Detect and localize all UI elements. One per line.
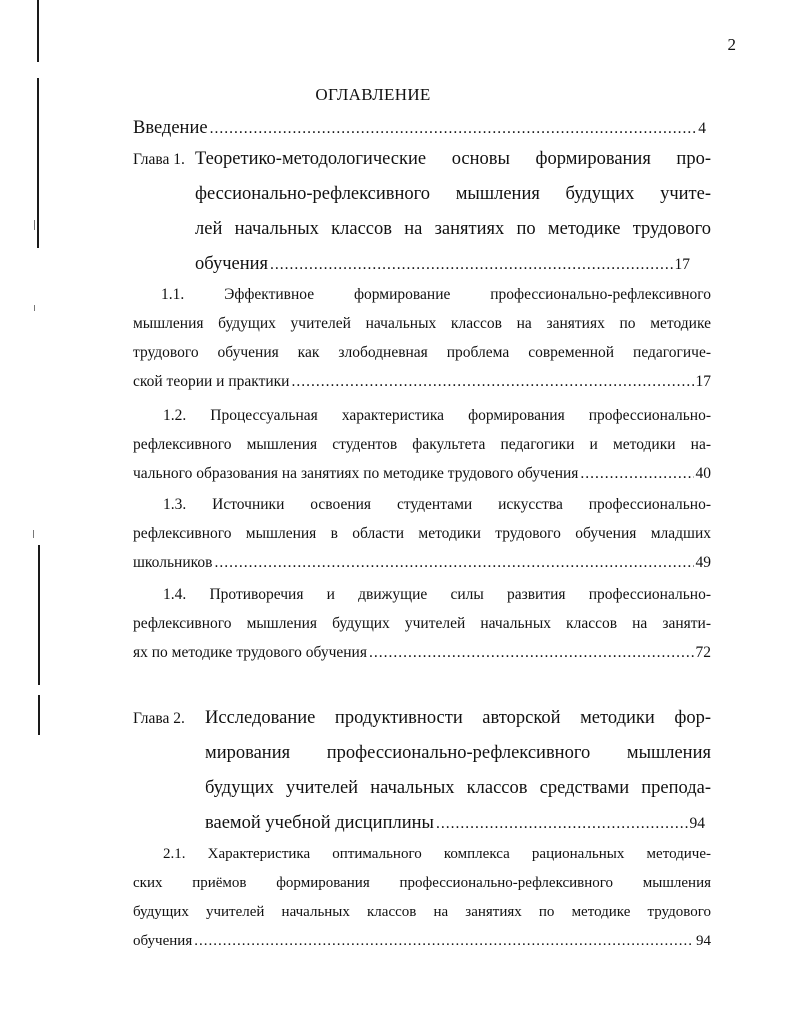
section-last-line: школьников: [133, 554, 213, 571]
chapter-1-title-line: Теоретико-методологические основы формирования про-: [195, 149, 711, 169]
dot-leader: [210, 111, 697, 146]
chapter-2-last-line: ваемой учебной дисциплины: [205, 813, 434, 833]
dot-leader: [214, 548, 693, 577]
toc-entry-section-1-3[interactable]: [133, 490, 711, 577]
section-page: 49: [695, 554, 711, 571]
dot-leader: [436, 806, 688, 841]
chapter-2-page: 94: [689, 815, 705, 832]
section-line: будущих учителей начальных классов на занятиях по методике трудового: [133, 904, 711, 920]
dot-leader: [270, 247, 672, 282]
chapter-1-title-line: фессионально-рефлексивного мышления будущих учите-: [195, 184, 711, 204]
leader-line: [133, 367, 711, 396]
section-line: рефлексивного мышления в области методики трудового обучения младших: [133, 525, 711, 542]
section-page: 94: [696, 933, 711, 949]
toc-entry-section-1-2[interactable]: [133, 401, 711, 488]
toc-entry-chapter-2[interactable]: [133, 701, 711, 841]
section-last-line: чального образования на занятиях по методике трудового обучения: [133, 465, 579, 482]
chapter-2-title-line: Исследование продуктивности авторской методики фор-: [205, 708, 711, 728]
chapter-2-prefix: Глава 2.: [133, 710, 185, 727]
intro-page: 4: [698, 120, 706, 137]
section-page: 40: [695, 465, 711, 482]
leader-line: [133, 548, 711, 577]
dot-leader: [291, 367, 693, 396]
section-last-line: ях по методике трудового обучения: [133, 644, 367, 661]
leader-line: [133, 111, 706, 146]
leader-line: [133, 638, 711, 667]
page-number: 2: [727, 35, 736, 54]
toc-entry-introduction[interactable]: [133, 111, 706, 146]
section-line: 1.2. Процессуальная характеристика формирования профессионально-: [163, 407, 711, 424]
toc-entry-chapter-1[interactable]: [133, 142, 711, 282]
section-line: трудового обучения как злободневная проблема современной педагогиче-: [133, 344, 711, 361]
section-last-line: ской теории и практики: [133, 373, 290, 390]
section-last-line: обучения: [133, 933, 193, 949]
chapter-1-title-line: лей начальных классов на занятиях по методике трудового: [195, 219, 711, 239]
scan-border-line: [37, 0, 39, 62]
chapter-1-prefix: Глава 1.: [133, 151, 185, 168]
toc-entry-section-1-1[interactable]: [133, 280, 711, 396]
scan-border-line: [38, 545, 40, 685]
section-page: 72: [695, 644, 711, 661]
toc-entry-section-2-1[interactable]: [133, 840, 711, 956]
section-line: 2.1. Характеристика оптимального комплекса рациональных методиче-: [163, 846, 711, 862]
chapter-2-title-line: будущих учителей начальных классов средствами препода-: [205, 778, 711, 798]
leader-line: [133, 459, 711, 488]
dot-leader: [369, 638, 694, 667]
intro-label: Введение: [133, 118, 208, 138]
section-line: ских приёмов формирования профессионально-рефлексивного мышления: [133, 875, 711, 891]
chapter-1-page: 17: [674, 256, 690, 273]
dot-leader: [580, 459, 693, 488]
scan-speck: [33, 530, 34, 538]
leader-line: [195, 247, 690, 282]
scan-border-line: [38, 695, 40, 735]
section-line: 1.1. Эффективное формирование профессионально-рефлексивного: [161, 286, 711, 303]
section-line: рефлексивного мышления студентов факультета педагогики и методики на-: [133, 436, 711, 453]
section-page: 17: [695, 373, 711, 390]
section-line: рефлексивного мышления будущих учителей начальных классов на заняти-: [133, 615, 711, 632]
section-line: 1.4. Противоречия и движущие силы развития профессионально-: [163, 586, 711, 603]
toc-entry-section-1-4[interactable]: [133, 580, 711, 667]
leader-line: [205, 806, 705, 841]
dot-leader: [194, 927, 694, 956]
section-line: мышления будущих учителей начальных классов на занятиях по методике: [133, 315, 711, 332]
chapter-2-title-line: мирования профессионально-рефлексивного мышления: [205, 743, 711, 763]
scan-speck: [34, 220, 35, 230]
leader-line: [133, 927, 711, 956]
section-line: 1.3. Источники освоения студентами искусства профессионально-: [163, 496, 711, 513]
toc-title: ОГЛАВЛЕНИЕ: [315, 85, 431, 104]
chapter-1-last-line: обучения: [195, 254, 269, 274]
scan-speck: [34, 305, 35, 311]
